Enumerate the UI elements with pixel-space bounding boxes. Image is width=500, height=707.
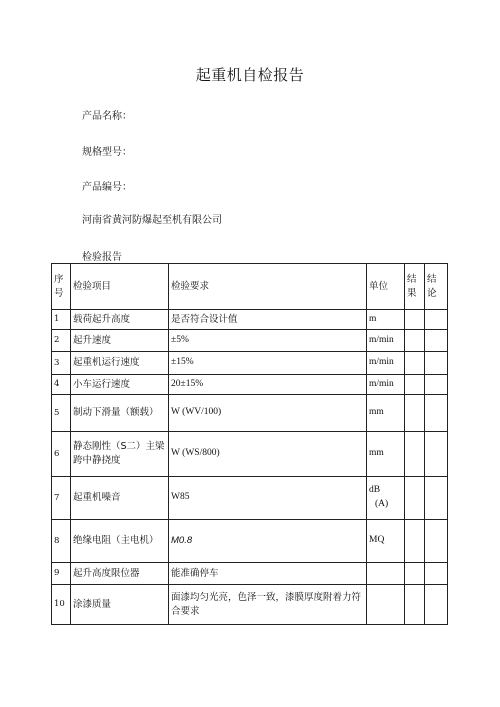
table-row bbox=[52, 563, 448, 585]
row-result bbox=[405, 477, 425, 520]
row-seq: 3 bbox=[52, 352, 71, 375]
company-name: 河南省黄河防爆起至机有限公司 bbox=[82, 215, 222, 226]
row-unit: m/min bbox=[367, 375, 405, 395]
row-item: 起重机运行速度 bbox=[71, 352, 169, 375]
row-result bbox=[405, 310, 425, 330]
table-row bbox=[52, 352, 448, 375]
row-seq: 6 bbox=[52, 432, 71, 477]
row-seq: 4 bbox=[52, 375, 71, 395]
row-result bbox=[405, 520, 425, 563]
row-seq: 1 bbox=[52, 310, 71, 330]
row-requirement: 20±15% bbox=[169, 375, 367, 395]
row-requirement: W85 bbox=[169, 477, 367, 520]
row-result bbox=[405, 352, 425, 375]
model-label: 规格型号： bbox=[82, 147, 132, 158]
table-row bbox=[52, 520, 448, 563]
row-requirement: ±15% bbox=[169, 352, 367, 375]
row-requirement: M0.8 bbox=[169, 520, 367, 563]
row-seq: 9 bbox=[52, 563, 71, 585]
row-item: 涂漆质量 bbox=[71, 585, 169, 625]
row-result bbox=[405, 395, 425, 432]
row-requirement: W (WS/800) bbox=[169, 432, 367, 477]
table-row bbox=[52, 395, 448, 432]
report-label: 检验报告 bbox=[82, 252, 122, 263]
row-conclusion bbox=[425, 330, 448, 352]
row-conclusion bbox=[425, 432, 448, 477]
row-requirement: 能准确停车 bbox=[169, 563, 367, 585]
table-row bbox=[52, 477, 448, 520]
row-conclusion bbox=[425, 395, 448, 432]
row-result bbox=[405, 375, 425, 395]
row-unit: m/min bbox=[367, 330, 405, 352]
header-unit: 单位 bbox=[367, 264, 405, 310]
row-conclusion bbox=[425, 352, 448, 375]
row-conclusion bbox=[425, 375, 448, 395]
row-result bbox=[405, 330, 425, 352]
row-unit bbox=[367, 563, 405, 585]
header-item: 检验项目 bbox=[71, 264, 169, 310]
row-item: 起升速度 bbox=[71, 330, 169, 352]
row-item: 静态刚性（S二）主梁跨中静挠度 bbox=[71, 432, 169, 477]
row-conclusion bbox=[425, 477, 448, 520]
table-row bbox=[52, 310, 448, 330]
row-unit: MQ bbox=[367, 520, 405, 563]
row-unit: mm bbox=[367, 395, 405, 432]
row-seq: 7 bbox=[52, 477, 71, 520]
row-result bbox=[405, 585, 425, 625]
row-item: 载荷起升高度 bbox=[71, 310, 169, 330]
row-requirement: W (WV/100) bbox=[169, 395, 367, 432]
row-requirement: 是否符合设计值 bbox=[169, 310, 367, 330]
row-seq: 10 bbox=[52, 585, 71, 625]
row-item: 小车运行速度 bbox=[71, 375, 169, 395]
table-header-row bbox=[52, 264, 448, 310]
row-item: 起升高度限位器 bbox=[71, 563, 169, 585]
table-row bbox=[52, 432, 448, 477]
row-item: 起重机噪音 bbox=[71, 477, 169, 520]
product-name-label: 产品名称： bbox=[82, 111, 132, 122]
table-row bbox=[52, 375, 448, 395]
row-result bbox=[405, 563, 425, 585]
row-unit bbox=[367, 585, 405, 625]
row-item: 制动下滑量（额载） bbox=[71, 395, 169, 432]
row-unit bbox=[367, 477, 405, 520]
row-conclusion bbox=[425, 563, 448, 585]
row-result bbox=[405, 432, 425, 477]
product-no-label: 产品编号： bbox=[82, 182, 132, 193]
header-requirement: 检验要求 bbox=[169, 264, 367, 310]
row-unit: m/min bbox=[367, 352, 405, 375]
row-seq: 2 bbox=[52, 330, 71, 352]
row-item: 绝缘电阻（主电机） bbox=[71, 520, 169, 563]
header-result: 结果 bbox=[405, 264, 425, 310]
unit-main: dB bbox=[369, 485, 381, 496]
table-row bbox=[52, 330, 448, 352]
table-row bbox=[52, 585, 448, 625]
row-seq: 5 bbox=[52, 395, 71, 432]
row-conclusion bbox=[425, 310, 448, 330]
header-conclusion: 结论 bbox=[425, 264, 448, 310]
row-unit: mm bbox=[367, 432, 405, 477]
inspection-table bbox=[51, 263, 448, 625]
unit-sub: (A) bbox=[375, 499, 389, 509]
row-seq: 8 bbox=[52, 520, 71, 563]
row-conclusion bbox=[425, 520, 448, 563]
page-title: 起重机自检报告 bbox=[195, 66, 305, 84]
row-requirement: ±5% bbox=[169, 330, 367, 352]
row-conclusion bbox=[425, 585, 448, 625]
row-requirement: 面漆均匀光亮，色泽一致，漆膜厚度附着力符合要求 bbox=[169, 585, 367, 625]
header-seq: 序号 bbox=[52, 264, 71, 310]
row-unit: m bbox=[367, 310, 405, 330]
